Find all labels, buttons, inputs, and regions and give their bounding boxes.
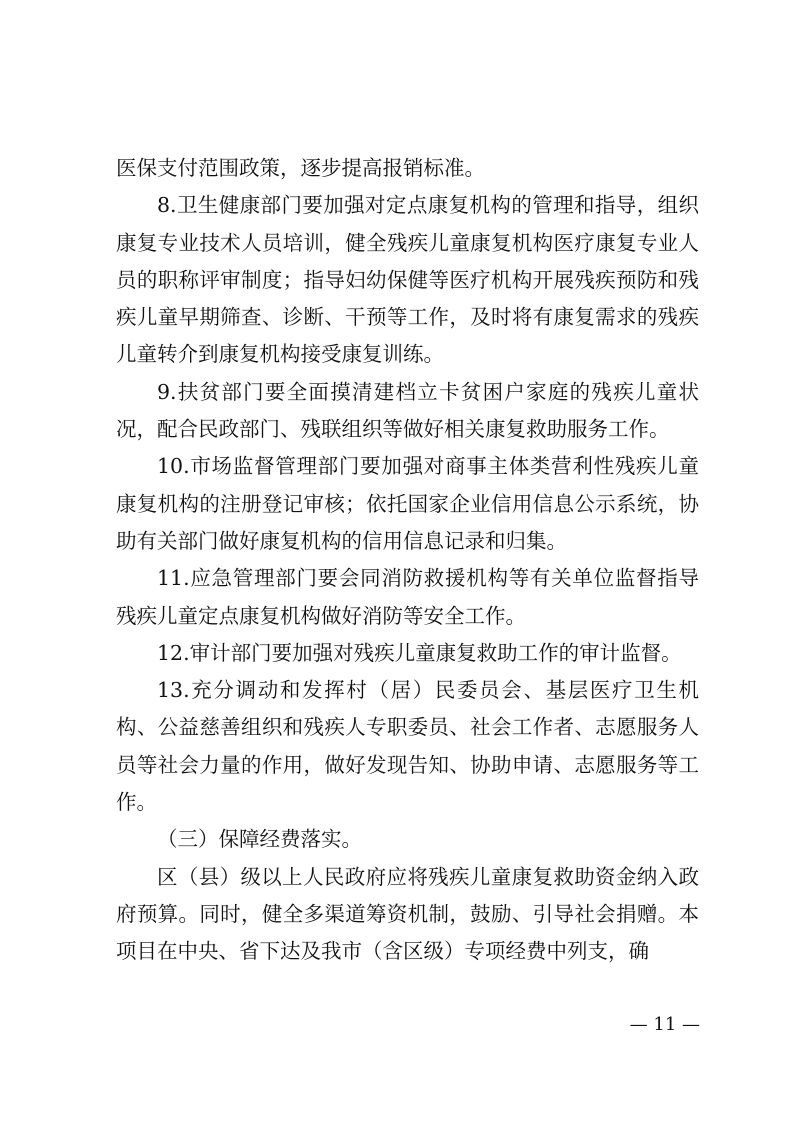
section-heading-funding: （三）保障经费落实。 [157, 827, 362, 852]
paragraph-item-10: 10.市场监督管理部门要加强对商事主体类营利性残疾儿童康复机构的注册登记审核；依托国家企业信用信息公示系统，协助有关部门做好康复机构的信用信息记录和归集。 [116, 454, 699, 553]
paragraph-item-8: 8.卫生健康部门要加强对定点康复机构的管理和指导，组织康复专业技术人员培训，健全残疾儿童康复机构医疗康复专业人员的职称评审制度；指导妇幼保健等医疗机构开展残疾预防和残疾儿童早期筛查、诊断、干预等工作，及时将有康复需求的残疾儿童转介到康复机构接受康复训练。 [116, 193, 699, 367]
paragraph-item-13: 13.充分调动和发挥村（居）民委员会、基层医疗卫生机构、公益慈善组织和残疾人专职委员、社会工作者、志愿服务人员等社会力量的作用，做好发现告知、协助申请、志愿服务等工作。 [116, 678, 699, 815]
paragraph-continuation: 医保支付范围政策，逐步提高报销标准。 [116, 156, 485, 180]
paragraph-funding: 区（县）级以上人民政府应将残疾儿童康复救助资金纳入政府预算。同时，健全多渠道筹资机制，鼓励、引导社会捐赠。本项目在中央、省下达及我市（含区级）专项经费中列支，确 [116, 864, 699, 964]
page-number: — 11 — [629, 1014, 700, 1035]
paragraph-item-11: 11.应急管理部门要会同消防救援机构等有关单位监督指导残疾儿童定点康复机构做好消防等安全工作。 [116, 566, 699, 628]
paragraph-item-12: 12.审计部门要加强对残疾儿童康复救助工作的审计监督。 [157, 640, 682, 665]
document-body [116, 150, 699, 971]
paragraph-item-9: 9.扶贫部门要全面摸清建档立卡贫困户家庭的残疾儿童状况，配合民政部门、残联组织等做好相关康复救助服务工作。 [116, 379, 699, 442]
